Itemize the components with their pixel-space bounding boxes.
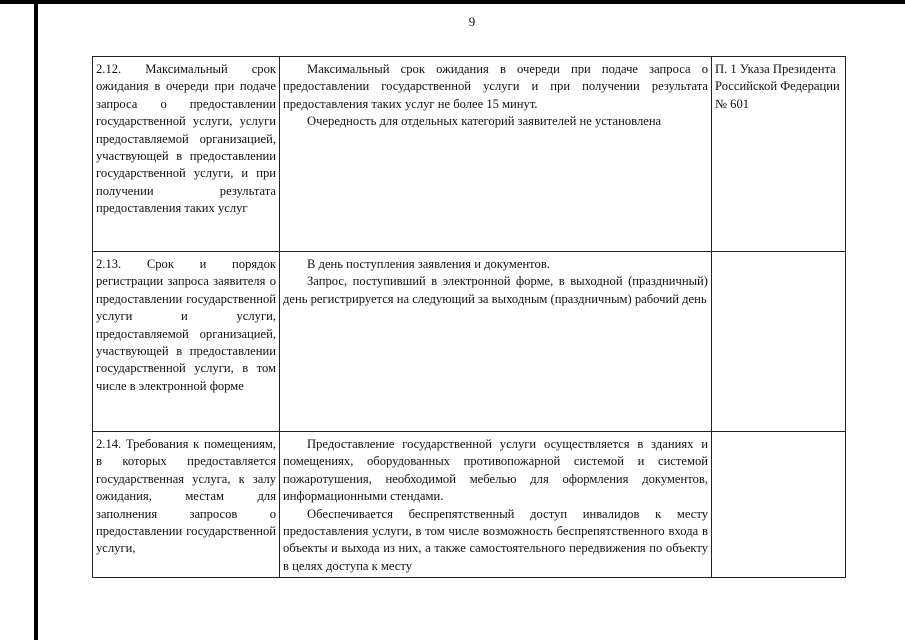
basis-cell (712, 252, 846, 432)
basis-text: П. 1 Указа Президента Российской Федерации № 601 (715, 62, 840, 111)
requirement-text: 2.12. Максимальный срок ожидания в очереди при подаче запроса о предоставлении государственной услуги, услуги предоставляемой организацией, участвующей в предоставлении государственной услуги, и при получении результата предоставления таких услуг (96, 62, 276, 216)
requirement-text: 2.14. Требования к помещениям, в которых предоставляется государственная услуга, к залу ожидания, местам для заполнения запросов о предоставлении государственной услуги, (96, 437, 276, 556)
scan-edge-left (34, 0, 38, 640)
content-cell (280, 57, 712, 252)
content-paragraph: Максимальный срок ожидания в очереди при подаче запроса о предоставлении государственной услуги и при получении результата предоставления таких услуг не более 15 минут. (283, 62, 708, 111)
content-cell (280, 252, 712, 432)
table-row (93, 57, 846, 252)
scan-edge-top (0, 0, 905, 4)
requirement-text: 2.13. Срок и порядок регистрации запроса заявителя о предоставлении государственной услуги и услуги, предоставляемой организацией, участвующей в предоставлении государственной услуги, в том числе в электронной форме (96, 257, 276, 393)
content-paragraph: Очередность для отдельных категорий заявителей не установлена (307, 114, 662, 129)
basis-cell (712, 432, 846, 578)
table-row (93, 252, 846, 432)
basis-cell (712, 57, 846, 252)
content-cell (280, 432, 712, 578)
content-paragraph: Предоставление государственной услуги осуществляется в зданиях и помещениях, оборудованных противопожарной системой и системой пожаротушения, необходимой мебелью для оформления документов, информационными стендами. (283, 437, 708, 504)
regulation-table (92, 56, 846, 578)
requirement-cell (93, 252, 280, 432)
requirement-cell (93, 432, 280, 578)
page-number: 9 (468, 14, 476, 29)
content-paragraph: Обеспечивается беспрепятственный доступ инвалидов к месту предоставления услуги, в том числе возможность беспрепятственного входа в объекты и выхода из них, а также самостоятельного передвижения по объекту в целях доступа к месту (283, 506, 708, 573)
table-row (93, 432, 846, 578)
requirement-cell (93, 57, 280, 252)
content-paragraph: Запрос, поступивший в электронной форме, в выходной (праздничный) день регистрируется на следующий за выходным (праздничным) рабочий день (283, 274, 708, 306)
content-paragraph: В день поступления заявления и документов. (307, 257, 550, 271)
